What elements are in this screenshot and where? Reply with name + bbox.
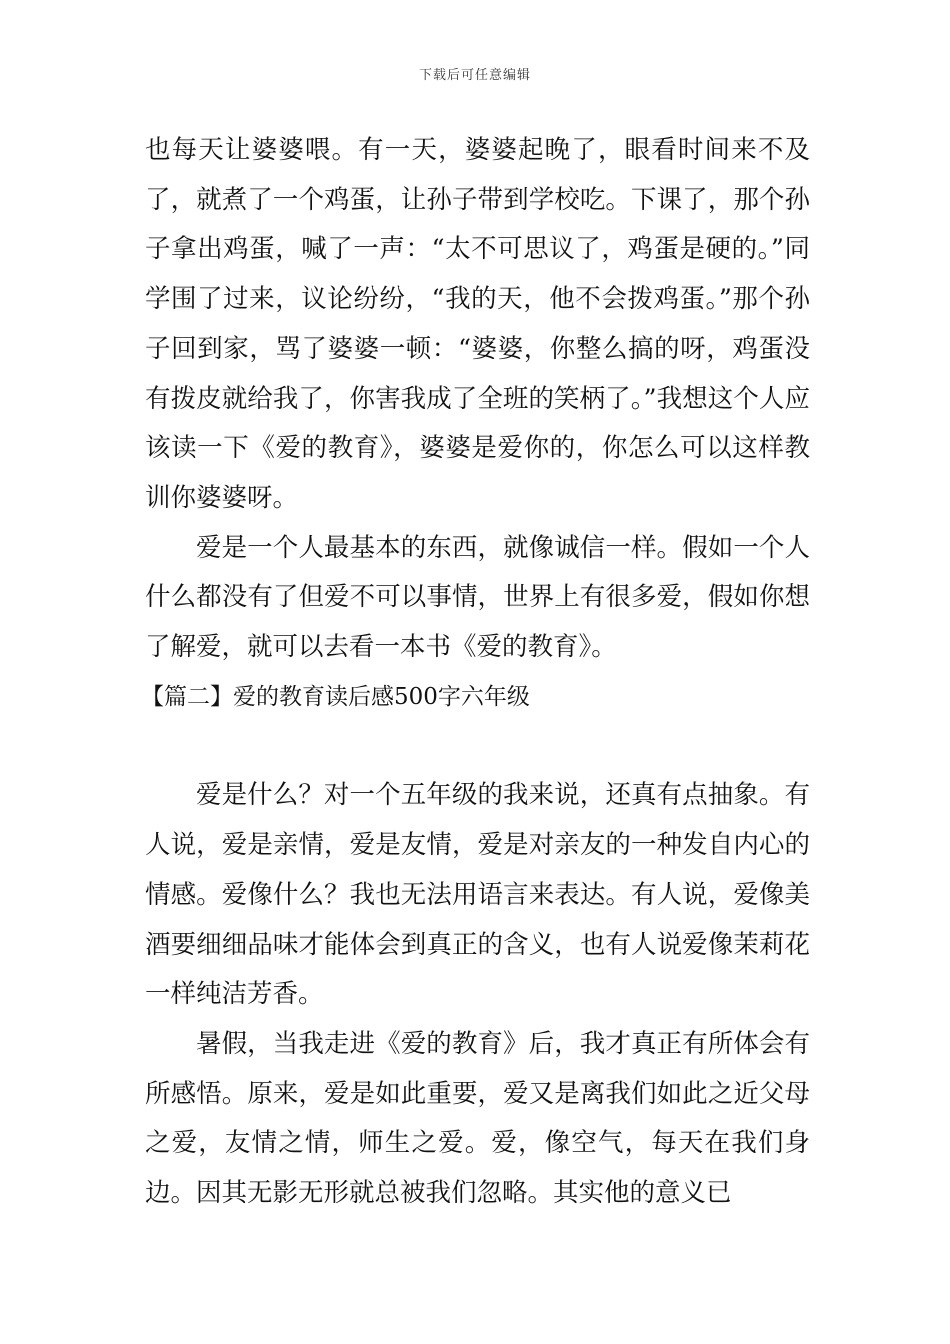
body-paragraph: 爱是一个人最基本的东西，就像诚信一样。假如一个人什么都没有了但爱不可以事情，世界上有很多爱，假如你想了解爱，就可以去看一本书《爱的教育》。 <box>145 532 810 663</box>
body-paragraph: 爱是什么？对一个五年级的我来说，还真有点抽象。有人说，爱是亲情，爱是友情，爱是对亲友的一种发自内心的情感。爱像什么？我也无法用语言来表达。有人说，爱像美酒要细细品味才能体会到真正的含义，也有人说爱像茉莉花一样纯洁芳香。 <box>145 780 810 1010</box>
body-paragraph: 暑假，当我走进《爱的教育》后，我才真正有所体会有所感悟。原来，爱是如此重要，爱又是离我们如此之近父母之爱，友情之情，师生之爱。爱，像空气，每天在我们身边。因其无影无形就总被我们忽略。其实他的意义已 <box>145 1028 810 1209</box>
blank-line <box>145 722 810 771</box>
body-paragraph-continued: 也每天让婆婆喂。有一天，婆婆起晚了，眼看时间来不及了，就煮了一个鸡蛋，让孙子带到学校吃。下课了，那个孙子拿出鸡蛋，喊了一声：“太不可思议了，鸡蛋是硬的。”同学围了过来，议论纷纷，“我的天，他不会拨鸡蛋。”那个孙子回到家，骂了婆婆一顿：“婆婆，你整么搞的呀，鸡蛋没有拨皮就给我了，你害我成了全班的笑柄了。”我想这个人应该读一下《爱的教育》，婆婆是爱你的，你怎么可以这样教训你婆婆呀。 <box>145 135 810 513</box>
document-body <box>141 126 810 1219</box>
page-header: 下载后可任意编辑 <box>418 68 531 83</box>
section-heading: 【篇二】爱的教育读后感500字六年级 <box>141 683 530 710</box>
